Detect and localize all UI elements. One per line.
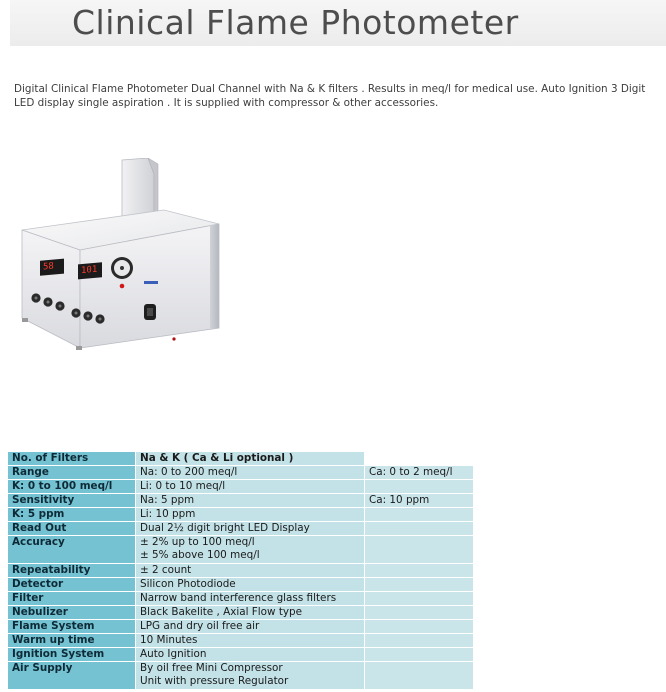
table-row <box>8 634 474 648</box>
spec-extra <box>365 662 474 690</box>
table-row <box>8 466 474 480</box>
table-row <box>8 592 474 606</box>
spec-label: Air Supply <box>8 662 136 690</box>
spec-extra <box>365 634 474 648</box>
table-row <box>8 452 474 466</box>
spec-value-line: ± 5% above 100 meq/l <box>140 549 260 561</box>
spec-value: Silicon Photodiode <box>136 578 365 592</box>
spec-label: Range <box>8 466 136 480</box>
spec-label: Accuracy <box>8 536 136 564</box>
spec-label: Detector <box>8 578 136 592</box>
spec-value: Na: 5 ppm <box>136 494 365 508</box>
table-row <box>8 522 474 536</box>
spec-value: ± 2 count <box>136 564 365 578</box>
spec-value: Na: 0 to 200 meq/l <box>136 466 365 480</box>
table-row <box>8 620 474 634</box>
spec-value: LPG and dry oil free air <box>136 620 365 634</box>
table-row <box>8 480 474 494</box>
spec-extra: Ca: 0 to 2 meq/l <box>365 466 474 480</box>
spec-extra <box>365 592 474 606</box>
spec-value: Dual 2½ digit bright LED Display <box>136 522 365 536</box>
spec-label: Read Out <box>8 522 136 536</box>
spec-extra <box>365 508 474 522</box>
specifications-table <box>8 452 474 690</box>
spec-value: Narrow band interference glass filters <box>136 592 365 606</box>
flame-photometer-image <box>14 158 224 358</box>
spec-value <box>136 662 365 690</box>
table-row <box>8 536 474 564</box>
led-display-left: 58 <box>43 261 54 273</box>
spec-extra <box>365 522 474 536</box>
spec-value: Na & K ( Ca & Li optional ) <box>136 452 365 466</box>
spec-extra <box>365 620 474 634</box>
spec-value-line: ± 2% up to 100 meq/l <box>140 536 255 548</box>
table-row <box>8 606 474 620</box>
spec-value: Auto Ignition <box>136 648 365 662</box>
spec-label: Ignition System <box>8 648 136 662</box>
spec-extra <box>365 606 474 620</box>
table-row <box>8 578 474 592</box>
spec-value <box>136 536 365 564</box>
spec-label: Warm up time <box>8 634 136 648</box>
spec-value: 10 Minutes <box>136 634 365 648</box>
table-row <box>8 494 474 508</box>
table-row <box>8 564 474 578</box>
page-title: Clinical Flame Photometer <box>72 3 519 42</box>
table-row <box>8 648 474 662</box>
led-display-right: 101 <box>81 264 98 277</box>
spec-label: No. of Filters <box>8 452 136 466</box>
spec-extra: Ca: 10 ppm <box>365 494 474 508</box>
spec-value: Li: 0 to 10 meq/l <box>136 480 365 494</box>
spec-label: K: 5 ppm <box>8 508 136 522</box>
table-row <box>8 508 474 522</box>
spec-value: Li: 10 ppm <box>136 508 365 522</box>
spec-extra <box>365 564 474 578</box>
spec-value: Black Bakelite , Axial Flow type <box>136 606 365 620</box>
spec-extra <box>365 536 474 564</box>
spec-value-line: By oil free Mini Compressor <box>140 662 283 674</box>
spec-extra <box>365 578 474 592</box>
spec-label: Flame System <box>8 620 136 634</box>
title-banner <box>10 0 666 46</box>
spec-label: K: 0 to 100 meq/l <box>8 480 136 494</box>
spec-extra <box>365 480 474 494</box>
spec-label: Repeatability <box>8 564 136 578</box>
spec-extra <box>365 452 474 466</box>
table-row <box>8 662 474 690</box>
spec-value-line: Unit with pressure Regulator <box>140 675 289 687</box>
spec-extra <box>365 648 474 662</box>
spec-label: Nebulizer <box>8 606 136 620</box>
spec-label: Filter <box>8 592 136 606</box>
spec-label: Sensitivity <box>8 494 136 508</box>
product-description: Digital Clinical Flame Photometer Dual Channel with Na & K filters . Results in meq/l for medical use. Auto Ignition 3 Digit LED display single aspiration . It is supplied with compressor & other accessories. <box>14 83 646 109</box>
